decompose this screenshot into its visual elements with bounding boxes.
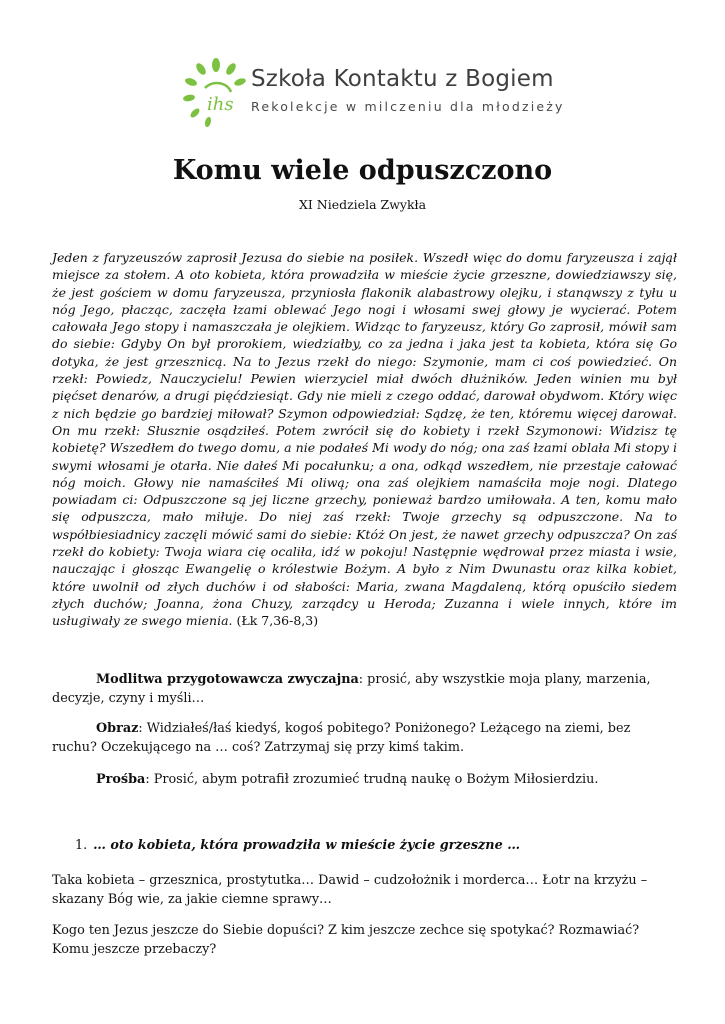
point-number: 1.: [75, 838, 88, 853]
prayer-label: Obraz: [96, 721, 139, 736]
page-title: Komu wiele odpuszczono: [172, 155, 553, 186]
prayer-preparatory: [52, 670, 677, 708]
logo-name: Szkoła Kontaktu z Bogiem: [251, 66, 554, 92]
paragraph: Taka kobieta – grzesznica, prostytutka… Dawid – cudzołożnik i morderca… Łotr na krzyżu – skazany Bóg wie, za jakie ciemne sprawy…: [52, 873, 648, 907]
reading-reference: (Łk 7,36-8,3): [236, 613, 319, 629]
prayer-label: Modlitwa przygotowawcza zwyczajna: [96, 672, 359, 687]
prayer-text: : Prosić, abym potrafił zrozumieć trudną naukę o Bożym Miłosierdziu.: [145, 772, 599, 787]
logo-tagline: Rekolekcje w milczeniu dla młodzieży: [251, 99, 565, 114]
page-subtitle: XI Niedziela Zwykła: [298, 197, 427, 212]
reading-text: Jeden z faryzeuszów zaprosił Jezusa do siebie na posiłek. Wszedł więc do domu faryzeusza i zajął miejsce za stołem. A oto kobieta, która prowadziła w mieście życie grzeszne, dowiedziawszy się, że jest gościem w domu faryzeusza, przyniosła flakonik alabastrowy olejku, i stanąwszy z tyłu u nóg Jego, płacząc, zaczęła łzami oblewać Jego nogi i włosami swej głowy je wycierać. Potem całowała Jego stopy i namaszczała je olejkiem. Widząc to faryzeusz, który Go zaprosił, mówił sam do siebie: Gdyby On był prorokiem, wiedziałby, co za jedna i jaka jest ta kobieta, która się Go dotyka, że jest grzesznicą. Na to Jezus rzekł do niego: Szymonie, mam ci coś powiedzieć. On rzekł: Powiedz, Nauczycielu! Pewien wierzyciel miał dwóch dłużników. Jeden winien mu był pięćset denarów, a drugi pięćdziesiąt. Gdy nie mieli z czego oddać, darował obydwom. Który więc z nich będzie go bardziej miłował? Szymon odpowiedział: Sądzę, że ten, któremu więcej darował. On mu rzekł: Słusznie osądziłeś. Potem zwrócił się do kobiety i rzekł Szymonowi: Widzisz tę kobietę? Wszedłem do twego domu, a nie podałeś Mi wody do nóg; ona zaś łzami oblała Mi stopy i swymi włosami je otarła. Nie dałeś Mi pocałunku; a ona, odkąd wszedłem, nie przestaje całować nóg moich. Głowy nie namaściłeś Mi oliwą; ona zaś olejkiem namaściła moje nogi. Dlatego powiadam ci: Odpuszczone są jej liczne grzechy, ponieważ bardzo umiłowała. A ten, komu mało się odpuszcza, mało miłuje. Do niej zaś rzekł: Twoje grzechy są odpuszczone. Na to współbiesiadnicy zaczęli mówić sami do siebie: Któż On jest, że nawet grzechy odpuszcza? On zaś rzekł do kobiety: Twoja wiara cię ocaliła, idź w pokoju! Następnie wędrował przez miasta i wsie, nauczając i głosząc Ewangelię o królestwie Bożym. A było z Nim Dwunastu oraz kilka kobiet, które uwolnił od złych duchów i od słabości: Maria, zwana Magdaleną, którą opuściło siedem złych duchów; Joanna, żona Chuzy, zarządcy u Heroda; Zuzanna i wiele innych, które im usługiwały ze swego mienia.: [52, 250, 677, 629]
paragraph: Kogo ten Jezus jeszcze do Siebie dopuści? Z kim jeszcze zechce się spotykać? Rozmawiać? Komu jeszcze przebaczy?: [52, 923, 640, 957]
prayer-request: [52, 770, 677, 789]
prayer-image: [52, 719, 677, 757]
sun-logo-icon: [183, 58, 249, 128]
gospel-reading: [52, 249, 677, 630]
svg-text:ihs: ihs: [207, 94, 234, 115]
prayer-label: Prośba: [96, 772, 146, 787]
prayer-text: : Widziałeś/łaś kiedyś, kogoś pobitego? Poniżonego? Leżącego na ziemi, bez ruchu? Oczekującego na … coś? Zatrzymaj się przy kimś takim.: [52, 721, 631, 755]
point-heading: [75, 838, 675, 853]
prayer-text: : prosić, aby wszystkie moja plany, marzenia, decyzje, czyny i myśli…: [52, 672, 651, 706]
logo: [183, 58, 565, 128]
point-text: … oto kobieta, która prowadziła w mieście życie grzeszne …: [93, 838, 521, 853]
